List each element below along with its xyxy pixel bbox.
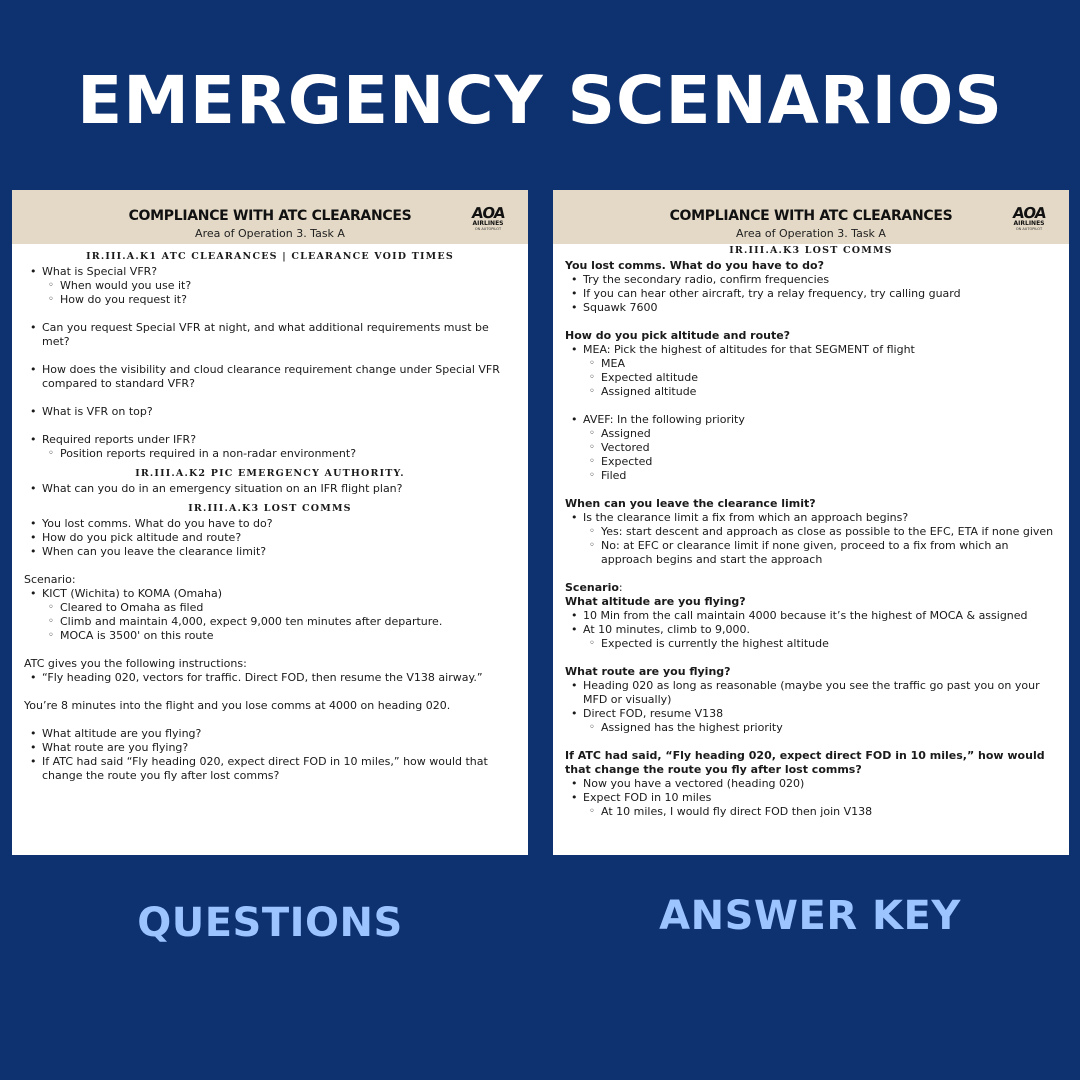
section-heading: IR.III.A.K3 LOST COMMS bbox=[188, 503, 352, 514]
answer-heading: What altitude are you flying? bbox=[565, 595, 746, 608]
scenario-sub-item: ◦ Cleared to Omaha as filed bbox=[24, 601, 516, 615]
sub-question-item: ◦ Position reports required in a non-radar environment? bbox=[24, 447, 516, 461]
answer-sub-item: ◦ Assigned has the highest priority bbox=[565, 721, 1057, 735]
question-item: • When can you leave the clearance limit? bbox=[24, 545, 516, 559]
scenario-word: Scenario bbox=[565, 581, 619, 594]
sub-question-item: ◦ When would you use it? bbox=[24, 279, 516, 293]
answer-item: • Try the secondary radio, confirm frequencies bbox=[565, 273, 1057, 287]
scenario-label bbox=[565, 581, 1057, 595]
section-heading: IR.III.A.K1 ATC CLEARANCES | CLEARANCE VOID TIMES bbox=[86, 251, 454, 262]
answer-sub-item: ◦ At 10 miles, I would fly direct FOD then join V138 bbox=[565, 805, 1057, 819]
answer-item: • 10 Min from the call maintain 4000 because it’s the highest of MOCA & assigned bbox=[565, 609, 1057, 623]
logo-word: AIRLINES bbox=[472, 220, 504, 227]
sheet-header bbox=[12, 190, 528, 244]
sub-question-item: ◦ How do you request it? bbox=[24, 293, 516, 307]
answer-sub-item: ◦ Assigned altitude bbox=[565, 385, 1057, 399]
section-heading: IR.III.A.K2 PIC EMERGENCY AUTHORITY. bbox=[135, 468, 405, 479]
lost-comms-statement: You’re 8 minutes into the flight and you lose comms at 4000 on heading 020. bbox=[24, 699, 451, 712]
scenario-sub-item: ◦ Climb and maintain 4,000, expect 9,000 ten minutes after departure. bbox=[24, 615, 516, 629]
answer-item: • Squawk 7600 bbox=[565, 301, 1057, 315]
scenario-item: • KICT (Wichita) to KOMA (Omaha) bbox=[24, 587, 516, 601]
answer-sub-item: ◦ Expected is currently the highest altitude bbox=[565, 637, 1057, 651]
answer-heading: When can you leave the clearance limit? bbox=[565, 497, 816, 510]
atc-instructions-label: ATC gives you the following instructions: bbox=[24, 657, 247, 670]
logo-mark: AOA bbox=[1011, 204, 1047, 222]
question-item: • How do you pick altitude and route? bbox=[24, 531, 516, 545]
questions-sheet bbox=[12, 190, 528, 855]
answer-sub-item: ◦ MEA bbox=[565, 357, 1057, 371]
question-item: • What route are you flying? bbox=[24, 741, 516, 755]
answer-item: • MEA: Pick the highest of altitudes for that SEGMENT of flight bbox=[565, 343, 1057, 357]
answer-heading: What route are you flying? bbox=[565, 665, 731, 678]
sheet-subtitle: Area of Operation 3. Task A bbox=[736, 227, 886, 240]
questions-label: QUESTIONS bbox=[137, 900, 403, 946]
answer-key-sheet bbox=[553, 190, 1069, 855]
logo-mark: AOA bbox=[470, 204, 506, 222]
question-item: • What altitude are you flying? bbox=[24, 727, 516, 741]
logo-tagline: ON AUTOPILOT bbox=[474, 226, 502, 231]
questions-body bbox=[12, 244, 528, 783]
logo-tagline: ON AUTOPILOT bbox=[1015, 226, 1043, 231]
question-item: • How does the visibility and cloud clearance requirement change under Special VFR compared to standard VFR? bbox=[24, 363, 516, 391]
section-heading: IR.III.A.K3 LOST COMMS bbox=[729, 245, 893, 256]
answer-sub-item: ◦ Expected altitude bbox=[565, 371, 1057, 385]
aoa-logo bbox=[1007, 206, 1051, 231]
answer-item: • Heading 020 as long as reasonable (maybe you see the traffic go past you on your MFD or visually) bbox=[565, 679, 1057, 707]
answer-sub-item: ◦ No: at EFC or clearance limit if none given, proceed to a fix from which an approach begins and start the approach bbox=[565, 539, 1057, 567]
answer-sub-item: ◦ Expected bbox=[565, 455, 1057, 469]
answer-item: • Direct FOD, resume V138 bbox=[565, 707, 1057, 721]
question-item: • Can you request Special VFR at night, and what additional requirements must be met? bbox=[24, 321, 516, 349]
atc-instruction-item: • “Fly heading 020, vectors for traffic. Direct FOD, then resume the V138 airway.” bbox=[24, 671, 516, 685]
answer-sub-item: ◦ Vectored bbox=[565, 441, 1057, 455]
answer-sub-item: ◦ Filed bbox=[565, 469, 1057, 483]
scenario-sub-item: ◦ MOCA is 3500' on this route bbox=[24, 629, 516, 643]
answer-item: • AVEF: In the following priority bbox=[565, 413, 1057, 427]
page-title: EMERGENCY SCENARIOS bbox=[77, 62, 1003, 139]
answers-body bbox=[553, 244, 1069, 819]
answer-heading: If ATC had said, “Fly heading 020, expect direct FOD in 10 miles,” how would that change the route you fly after lost comms? bbox=[565, 749, 1045, 776]
answer-item: • Is the clearance limit a fix from which an approach begins? bbox=[565, 511, 1057, 525]
sheet-subtitle: Area of Operation 3. Task A bbox=[195, 227, 345, 240]
question-item: • What can you do in an emergency situation on an IFR flight plan? bbox=[24, 482, 516, 496]
question-item: • Required reports under IFR? bbox=[24, 433, 516, 447]
logo-word: AIRLINES bbox=[1013, 220, 1045, 227]
answer-sub-item: ◦ Assigned bbox=[565, 427, 1057, 441]
answer-item: • If you can hear other aircraft, try a relay frequency, try calling guard bbox=[565, 287, 1057, 301]
sheet-header bbox=[553, 190, 1069, 244]
scenario-label: Scenario: bbox=[24, 573, 76, 586]
sheet-title: COMPLIANCE WITH ATC CLEARANCES bbox=[128, 208, 412, 224]
answer-item: • Now you have a vectored (heading 020) bbox=[565, 777, 1057, 791]
question-item: • What is Special VFR? bbox=[24, 265, 516, 279]
question-item: • What is VFR on top? bbox=[24, 405, 516, 419]
answer-sub-item: ◦ Yes: start descent and approach as close as possible to the EFC, ETA if none given bbox=[565, 525, 1057, 539]
sheet-title: COMPLIANCE WITH ATC CLEARANCES bbox=[669, 208, 953, 224]
answer-item: • At 10 minutes, climb to 9,000. bbox=[565, 623, 1057, 637]
scenario-colon: : bbox=[618, 581, 623, 594]
aoa-logo bbox=[466, 206, 510, 231]
question-item: • You lost comms. What do you have to do? bbox=[24, 517, 516, 531]
answer-heading: You lost comms. What do you have to do? bbox=[565, 259, 824, 272]
question-item: • If ATC had said “Fly heading 020, expect direct FOD in 10 miles,” how would that change the route you fly after lost comms? bbox=[24, 755, 516, 783]
answer-item: • Expect FOD in 10 miles bbox=[565, 791, 1057, 805]
answer-heading: How do you pick altitude and route? bbox=[565, 329, 791, 342]
answer-key-label: ANSWER KEY bbox=[659, 893, 961, 939]
